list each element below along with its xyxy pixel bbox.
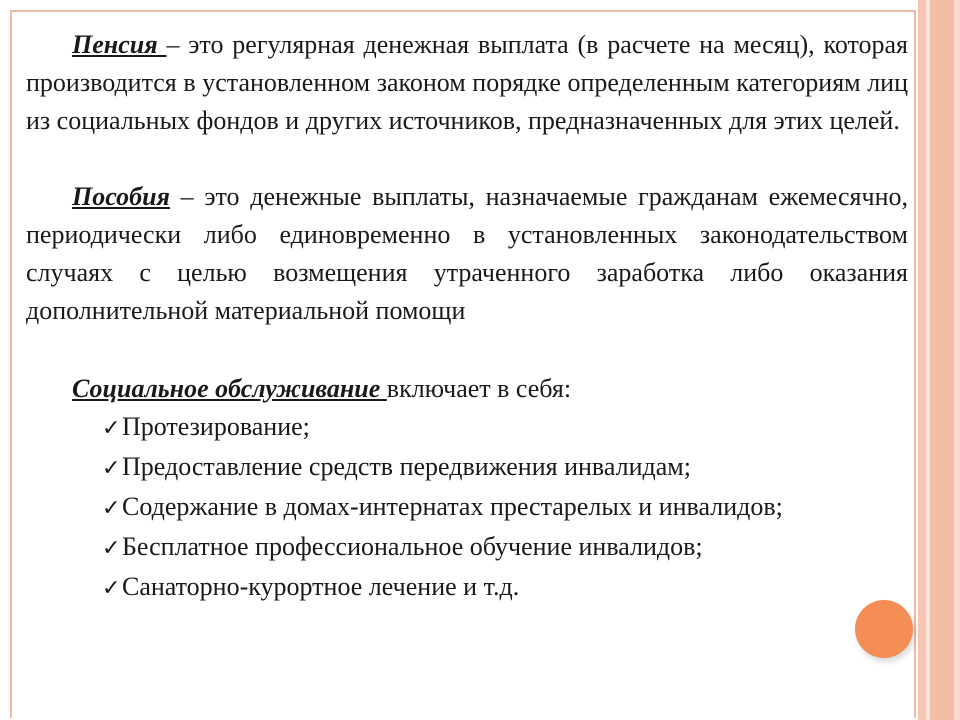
benefits-definition (26, 178, 908, 330)
list-item-text: Содержание в домах-интернатах престарелых и инвалидов; (122, 492, 783, 521)
list-item (26, 528, 908, 568)
decorative-circle (855, 600, 913, 658)
check-icon: ✓ (102, 576, 121, 601)
social-service-list (26, 408, 908, 608)
list-item-text: Санаторно-курортное лечение и т.д. (122, 572, 520, 601)
pension-text: – это регулярная денежная выплата (в расчете на месяц), которая производится в установленном законом порядке определенным категориям лиц из социальных фондов и других источников, предназначенных для этих целей. (26, 30, 909, 135)
decorative-stripes (918, 0, 960, 720)
list-item (26, 568, 908, 608)
list-item (26, 488, 908, 528)
social-intro: включает в себя: (386, 374, 572, 403)
list-item-text: Предоставление средств передвижения инвалидам; (122, 452, 691, 481)
benefits-term: Пособия (72, 182, 170, 211)
stripe (954, 0, 960, 720)
check-icon: ✓ (102, 536, 121, 561)
check-icon: ✓ (102, 456, 121, 481)
check-icon: ✓ (102, 496, 121, 521)
list-item (26, 448, 908, 488)
stripe (918, 0, 926, 720)
list-item-text: Бесплатное профессиональное обучение инвалидов; (122, 532, 703, 561)
list-item-text: Протезирование; (122, 412, 310, 441)
social-service-heading (26, 370, 908, 408)
slide-content (26, 26, 908, 608)
stripe (930, 0, 954, 720)
social-term: Социальное обслуживание (72, 374, 387, 403)
check-icon: ✓ (102, 416, 121, 441)
benefits-text: – это денежные выплаты, назначаемые гражданам ежемесячно, периодически либо единовременно в установленных законодательством случаях с целью возмещения утраченного заработка либо оказания дополнительной материальной помощи (26, 182, 908, 325)
list-item (26, 408, 908, 448)
pension-term: Пенсия (72, 30, 167, 59)
pension-definition (26, 26, 908, 140)
